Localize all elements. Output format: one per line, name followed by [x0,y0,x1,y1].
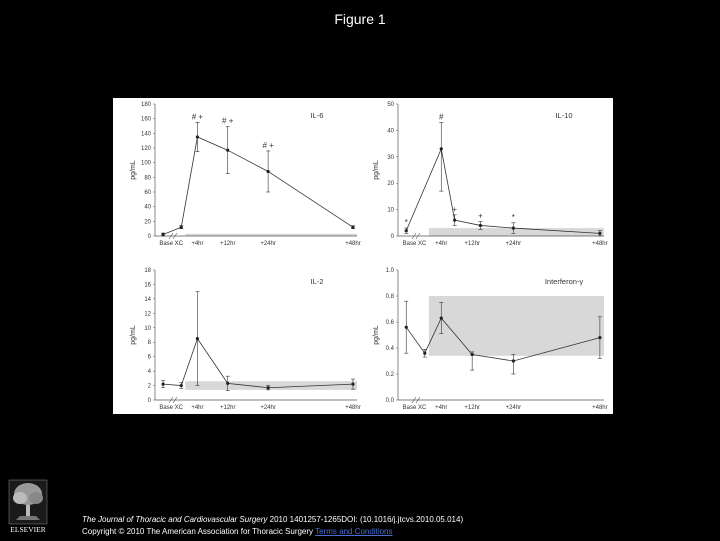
y-tick-label: 80 [144,175,151,182]
x-tick-label: +12hr [219,405,236,411]
terms-link[interactable]: Terms and Conditions [315,527,393,536]
x-tick-label: +24hr [260,241,276,247]
y-tick-label: 0.6 [385,320,394,326]
y-tick-label: 0.2 [385,372,394,378]
y-tick-label: 4 [147,369,151,376]
y-tick-label: 180 [140,102,151,108]
x-tick-label: +4hr [191,241,204,247]
y-tick-label: 1.0 [385,268,394,274]
data-point [267,170,270,173]
figure-title: Figure 1 [334,11,386,27]
y-axis-label: pg/mL [373,325,380,345]
y-tick-label: 50 [387,102,394,108]
x-tick-label: Base XC [402,405,427,411]
y-axis-label: pg/mL [130,160,137,180]
series-line [163,137,353,235]
cytokine-charts [113,98,613,414]
y-tick-label: 100 [140,160,151,167]
data-point [405,326,408,329]
data-point [226,149,229,152]
y-tick-label: 0 [147,398,151,404]
y-tick-label: 0 [147,234,151,240]
x-tick-label: Base XC [159,241,184,247]
data-point [512,226,515,229]
y-tick-label: 6 [147,354,151,361]
chart-panel-1 [373,102,608,247]
citation-block [82,514,463,538]
elsevier-wordmark: ELSEVIER [10,525,46,534]
y-tick-label: 60 [144,190,151,196]
data-point [512,359,515,362]
normal-range-band [185,381,357,390]
data-point [453,219,456,222]
y-tick-label: 0 [390,234,394,240]
significance-marker: + [452,204,457,214]
y-tick-label: 0.4 [385,346,394,352]
x-tick-label: +24hr [260,405,276,411]
data-point [471,353,474,356]
normal-range-band [429,296,604,356]
x-tick-label: +48hr [592,241,608,247]
copyright-line [82,526,463,538]
data-point [440,317,443,320]
y-tick-label: 120 [140,146,151,152]
x-tick-label: +24hr [505,405,522,411]
x-tick-label: +4hr [191,405,204,411]
figure-panel [113,98,613,414]
y-tick-label: 30 [387,154,394,161]
x-tick-label: +12hr [464,241,480,247]
data-point [598,336,601,339]
series-line [406,149,600,233]
y-tick-label: 16 [144,282,151,289]
significance-marker: # + [191,112,204,122]
significance-marker: # + [222,116,234,126]
y-tick-label: 140 [140,131,151,138]
data-point [267,386,270,389]
panel-title: IL-6 [310,111,324,120]
x-tick-label: +12hr [219,241,236,247]
y-tick-label: 12 [144,311,151,318]
x-tick-label: Base XC [159,405,184,411]
data-point [423,352,426,355]
y-tick-label: 14 [144,296,151,303]
chart-panel-2 [130,268,361,411]
data-point [180,226,183,229]
y-tick-label: 40 [144,204,151,211]
data-point [440,147,443,150]
data-point [479,224,482,227]
elsevier-logo [6,478,50,536]
x-tick-label: +48hr [345,405,361,411]
copyright-text: Copyright © 2010 The American Association for Thoracic Surgery [82,527,316,536]
x-tick-label: +4hr [435,241,448,247]
journal-name: The Journal of Thoracic and Cardiovascular Surgery [82,515,268,524]
x-tick-label: +48hr [592,405,608,411]
y-tick-label: 10 [144,325,151,332]
data-point [405,229,408,232]
y-axis-label: pg/mL [130,325,137,345]
chart-panel-0 [130,102,361,247]
x-tick-label: +24hr [505,241,522,247]
data-point [180,384,183,387]
y-tick-label: 0.8 [385,294,394,300]
elsevier-tree-icon [6,478,50,536]
citation-line [82,514,463,526]
y-tick-label: 20 [387,181,394,188]
significance-marker: # [439,112,444,122]
data-point [598,232,601,235]
x-tick-label: +12hr [464,405,480,411]
panel-title: IL-10 [555,111,573,120]
y-tick-label: 18 [144,268,151,274]
y-tick-label: 10 [387,207,394,214]
y-tick-label: 20 [144,219,151,226]
data-point [351,226,354,229]
x-tick-label: +48hr [345,241,361,247]
panel-title: IL-2 [310,277,324,286]
panel-title: Interferon-γ [544,277,584,286]
x-tick-label: +4hr [435,405,448,411]
y-tick-label: 160 [140,116,151,123]
significance-marker: # + [262,140,274,150]
data-point [196,337,199,340]
y-tick-label: 8 [147,340,151,347]
data-point [226,382,229,385]
data-point [161,233,164,236]
significance-marker: * [511,212,515,222]
y-tick-label: 2 [147,383,151,390]
x-tick-label: Base XC [402,241,427,247]
data-point [196,135,199,138]
data-point [351,383,354,386]
chart-panel-3 [373,268,608,411]
citation-details: 2010 1401257-1265DOI: (10.1016/j.jtcvs.2010.05.014) [267,515,464,524]
significance-marker: * [404,218,408,228]
significance-marker: + [478,211,483,221]
data-point [161,383,164,386]
y-axis-label: pg/mL [373,160,380,180]
series-line [163,339,353,388]
y-tick-label: 0.0 [385,398,394,404]
y-tick-label: 40 [387,128,394,135]
